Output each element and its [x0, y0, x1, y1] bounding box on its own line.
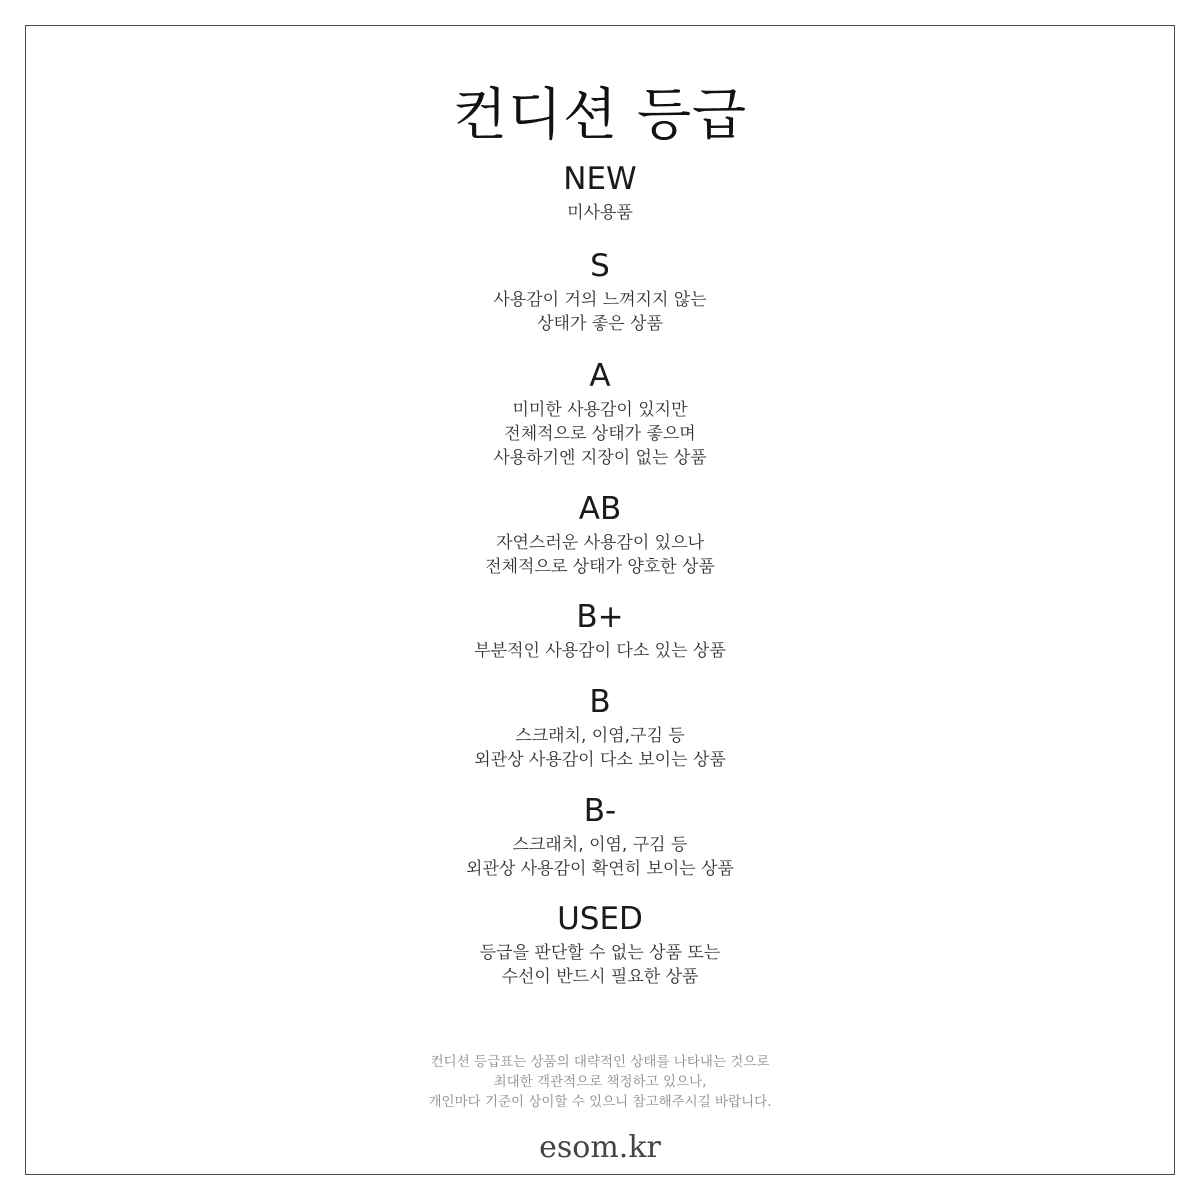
- grade-description-line: 등급을 판단할 수 없는 상품 또는: [479, 943, 721, 963]
- grade-description: [26, 639, 1174, 663]
- grade-description-line: 스크래치, 이염,구김 등: [515, 726, 685, 746]
- grade-description: [26, 201, 1174, 225]
- grade-item: [26, 489, 1174, 579]
- grade-description-line: 상태가 좋은 상품: [537, 314, 663, 334]
- grade-name: USED: [557, 901, 643, 937]
- grade-name: A: [589, 358, 611, 394]
- grade-description-line: 미사용품: [567, 203, 633, 223]
- grade-name: S: [590, 248, 610, 284]
- grade-item: [26, 356, 1174, 470]
- grade-description-line: 사용하기엔 지장이 없는 상품: [493, 448, 707, 468]
- grade-description: [26, 288, 1174, 336]
- content-frame: [25, 25, 1175, 1175]
- grade-name: B-: [583, 793, 617, 829]
- grade-description-line: 미미한 사용감이 있지만: [512, 400, 688, 420]
- grade-item: [26, 899, 1174, 989]
- grade-name: B: [589, 684, 611, 720]
- page-title: 컨디션 등급: [452, 83, 748, 148]
- grade-item: [26, 246, 1174, 336]
- grade-description-line: 부분적인 사용감이 다소 있는 상품: [474, 641, 726, 661]
- grade-description-line: 전체적으로 상태가 양호한 상품: [485, 557, 715, 577]
- grade-list: [26, 26, 1174, 1174]
- grade-description-line: 사용감이 거의 느껴지지 않는: [493, 290, 707, 310]
- grade-description-line: 외관상 사용감이 다소 보이는 상품: [474, 750, 726, 770]
- grade-name: NEW: [563, 161, 637, 197]
- grade-description-line: 스크래치, 이염, 구김 등: [512, 835, 688, 855]
- grade-description: [26, 531, 1174, 579]
- grade-description: [26, 941, 1174, 989]
- grade-item: [26, 159, 1174, 225]
- grade-description-line: 전체적으로 상태가 좋으며: [504, 424, 696, 444]
- grade-name: AB: [578, 491, 622, 527]
- grade-item: [26, 791, 1174, 881]
- grade-item: [26, 597, 1174, 663]
- notice-line: 최대한 객관적으로 책정하고 있으나,: [493, 1074, 707, 1090]
- grade-description: [26, 398, 1174, 470]
- grade-description: [26, 724, 1174, 772]
- grade-description-line: 수선이 반드시 필요한 상품: [501, 967, 699, 987]
- grade-description-line: 외관상 사용감이 확연히 보이는 상품: [466, 859, 734, 879]
- notice-text: [26, 1052, 1174, 1112]
- grade-name: B+: [576, 599, 624, 635]
- notice-line: 개인마다 기준이 상이할 수 있으니 참고해주시길 바랍니다.: [428, 1094, 772, 1110]
- grade-item: [26, 682, 1174, 772]
- notice-line: 컨디션 등급표는 상품의 대략적인 상태를 나타내는 것으로: [430, 1054, 770, 1070]
- grade-description-line: 자연스러운 사용감이 있으나: [496, 533, 704, 553]
- grade-description: [26, 833, 1174, 881]
- brand-name: esom.kr: [539, 1130, 661, 1165]
